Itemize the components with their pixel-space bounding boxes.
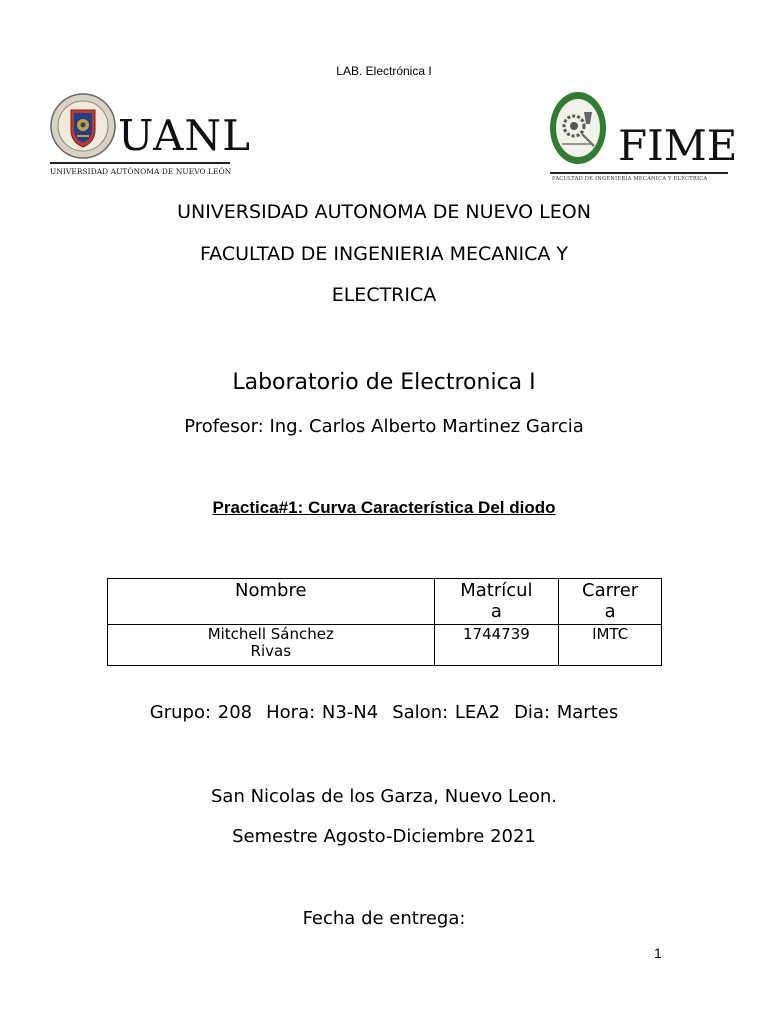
group-info	[0, 702, 768, 723]
uanl-divider	[50, 162, 230, 164]
header-matricula-line2: a	[490, 601, 502, 622]
header-nombre	[108, 579, 435, 625]
faculty-title-line2: ELECTRICA	[331, 284, 437, 306]
uanl-subtitle: UNIVERSIDAD AUTÓNOMA DE NUEVO LEÓN	[50, 167, 232, 176]
lab-title: Laboratorio de Electronica I	[232, 370, 536, 395]
header-carrera-line2: a	[604, 601, 616, 622]
page-number: 1	[654, 945, 662, 961]
header-matricula-line1: Matrícul	[460, 580, 533, 601]
fime-logo	[546, 90, 738, 186]
hora-text: Hora: N3-N4	[266, 702, 379, 723]
fime-wordmark: FIME	[618, 121, 738, 170]
nombre-line2: Rivas	[250, 642, 292, 660]
fime-divider	[550, 172, 728, 174]
header-nombre-text: Nombre	[235, 580, 307, 601]
professor-line: Profesor: Ing. Carlos Alberto Martinez Garcia	[184, 416, 584, 437]
uanl-logo	[50, 92, 252, 184]
university-title: UNIVERSIDAD AUTONOMA DE NUEVO LEON	[177, 201, 591, 223]
uanl-seal-icon	[50, 92, 116, 160]
header-carrera	[559, 579, 662, 625]
header-matricula	[434, 579, 559, 625]
student-table	[107, 578, 662, 666]
dia-text: Dia: Martes	[514, 702, 619, 723]
grupo-text: Grupo: 208	[149, 702, 253, 723]
practice-title: Practica#1: Curva Característica Del diodo	[212, 498, 556, 517]
table-header-row	[108, 579, 662, 625]
nombre-line1: Mitchell Sánchez	[207, 625, 334, 643]
fime-seal-icon	[548, 90, 608, 170]
salon-text: Salon: LEA2	[392, 702, 501, 723]
cell-nombre	[108, 625, 435, 666]
fime-subtitle: FACULTAD DE INGENIERÍA MECÁNICA Y ELÉCTRICA	[552, 176, 708, 182]
table-row	[108, 625, 662, 666]
delivery-date-label: Fecha de entrega:	[302, 908, 466, 929]
semester-line: Semestre Agosto-Diciembre 2021	[232, 826, 536, 847]
uanl-wordmark: UANL	[118, 111, 252, 160]
cell-matricula: 1744739	[434, 625, 559, 666]
faculty-title-line1: FACULTAD DE INGENIERIA MECANICA Y	[199, 243, 569, 265]
city-line: San Nicolas de los Garza, Nuevo Leon.	[211, 786, 557, 807]
header-carrera-line1: Carrer	[582, 580, 639, 601]
page-header: LAB. Electrónica I	[336, 64, 432, 78]
cell-carrera: IMTC	[559, 625, 662, 666]
